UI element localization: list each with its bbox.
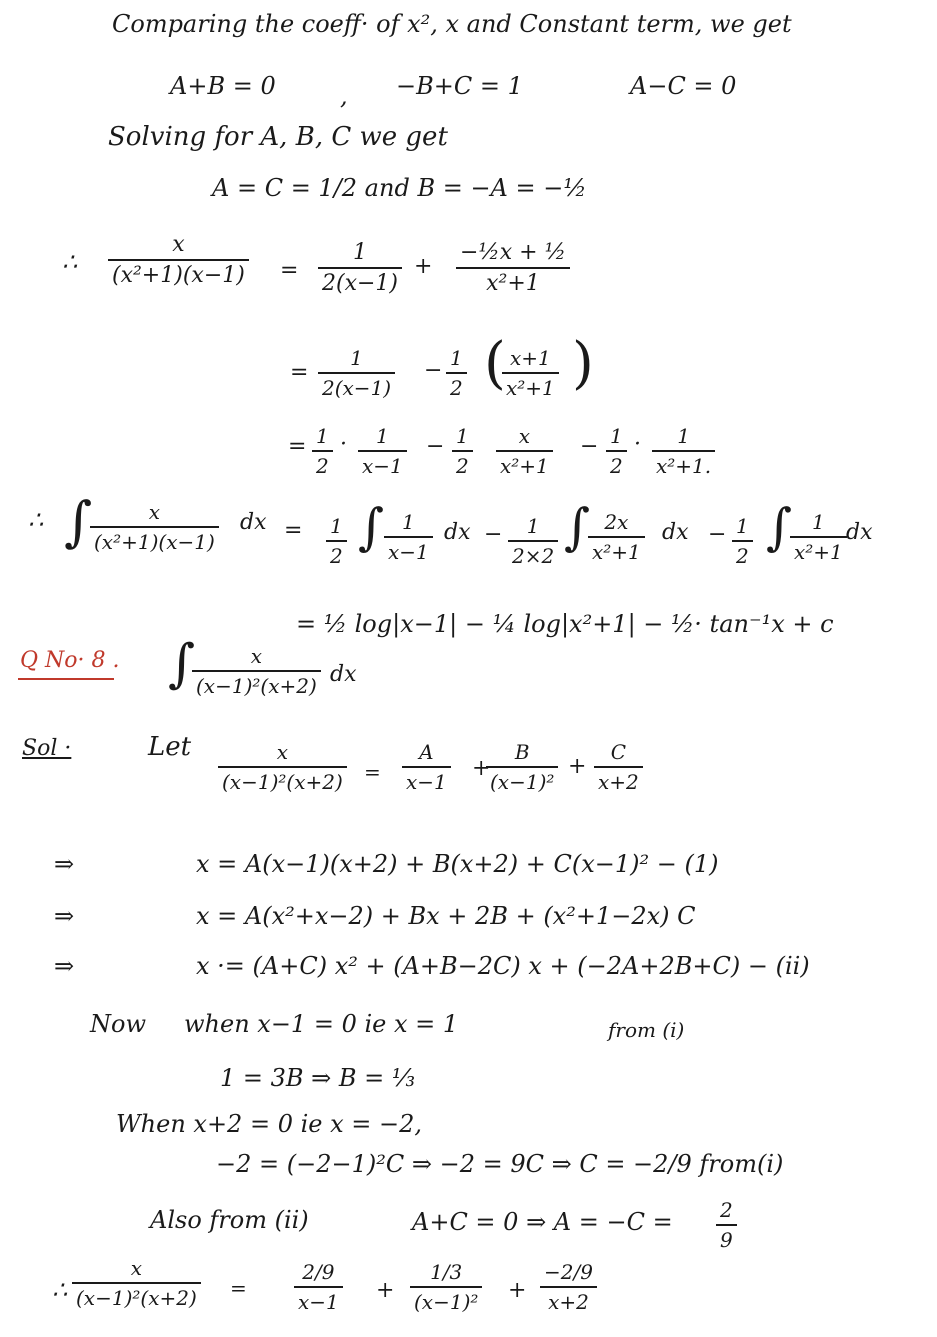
pf1-lhs [108, 232, 249, 288]
denominator: x²+1 [486, 271, 540, 296]
let-text: Let [148, 732, 192, 762]
pf4-c [594, 740, 643, 794]
equals: = [288, 434, 307, 459]
implies-arrow: ⇒ [54, 850, 75, 878]
numerator: x [172, 232, 185, 257]
numerator: 1 [812, 510, 825, 534]
int1-integrand [90, 500, 219, 554]
minus: − [484, 522, 503, 547]
plus: + [414, 254, 433, 279]
solution-abc: A = C = 1/2 and B = −A = −½ [212, 174, 587, 202]
numerator: x [148, 500, 161, 524]
denominator: x²+1 [500, 454, 549, 478]
minus: − [426, 434, 445, 459]
int1-i3 [790, 510, 847, 564]
numerator: x [518, 424, 531, 448]
pf3-c3 [606, 424, 627, 478]
equals: = [280, 258, 299, 283]
paren-close: ) [572, 331, 594, 396]
solution-label: Sol · [22, 736, 72, 761]
dot: · [340, 432, 347, 457]
paren-open: ( [484, 331, 506, 396]
pf3-f3 [652, 424, 715, 478]
pf1-term1 [318, 240, 402, 296]
numerator: 1 [450, 346, 463, 370]
a-value-fraction [716, 1198, 737, 1252]
final-lhs [72, 1256, 201, 1310]
numerator: 1 [350, 346, 363, 370]
integral-sign: ∫ [168, 634, 196, 694]
dx: dx [330, 662, 357, 687]
denominator: 2×2 [512, 544, 555, 568]
pf2-coeff [446, 346, 467, 400]
dx: dx [846, 520, 873, 545]
numerator: 1/3 [430, 1260, 463, 1284]
pf2-paren-frac [502, 346, 559, 400]
also-from-ii: Also from (ii) [150, 1206, 309, 1234]
denominator: (x²+1)(x−1) [94, 530, 215, 554]
numerator: B [514, 740, 530, 764]
numerator: −2/9 [544, 1260, 593, 1284]
pf2-term1 [318, 346, 395, 400]
equals: = [290, 360, 309, 385]
solving-text: Solving for A, B, C we get [108, 122, 448, 152]
implication-3: x ·= (A+C) x² + (A+B−2C) x + (−2A+2B+C) − (ii) [196, 952, 810, 980]
denominator: x−1 [298, 1290, 339, 1314]
numerator: x [130, 1256, 143, 1280]
denominator: 2 [456, 454, 469, 478]
integral-result: = ½ log|x−1| − ¼ log|x²+1| − ½· tan⁻¹x + c [296, 610, 834, 638]
denominator: 2 [316, 454, 329, 478]
int1-c2 [508, 514, 558, 568]
denominator: x+2 [548, 1290, 589, 1314]
q8-integrand [192, 644, 321, 698]
plus: + [508, 1278, 527, 1303]
now-text: Now [90, 1010, 146, 1038]
comma: , [340, 82, 348, 110]
numerator: 2x [604, 510, 629, 534]
a-value: A+C = 0 ⇒ A = −C = [412, 1208, 673, 1236]
numerator: 1 [526, 514, 540, 538]
denominator: x−1 [406, 770, 447, 794]
numerator: 1 [353, 240, 367, 265]
denominator: x²+1. [656, 454, 712, 478]
int1-c1 [326, 514, 347, 568]
plus: + [568, 754, 587, 779]
numerator: 2/9 [302, 1260, 335, 1284]
equals: = [230, 1276, 247, 1300]
dx: dx [240, 510, 267, 535]
denominator: 2(x−1) [322, 271, 399, 296]
dx: dx [662, 520, 689, 545]
numerator: C [610, 740, 627, 764]
denominator: 2(x−1) [322, 376, 392, 400]
denominator: (x−1)²(x+2) [196, 674, 317, 698]
denominator: 2 [450, 376, 463, 400]
dot: · [634, 432, 641, 457]
int1-i1 [384, 510, 433, 564]
denominator: (x²+1)(x−1) [112, 263, 245, 288]
denominator: x−1 [388, 540, 429, 564]
question-number: Q No· 8 . [20, 648, 120, 673]
therefore-symbol: ∴ [62, 248, 78, 276]
numerator: 1 [330, 514, 343, 538]
denominator: 2 [330, 544, 343, 568]
numerator: 1 [316, 424, 329, 448]
numerator: 1 [610, 424, 623, 448]
final-a [294, 1260, 343, 1314]
when-x-equals-1: when x−1 = 0 ie x = 1 [184, 1010, 459, 1038]
equation-b-c: −B+C = 1 [396, 72, 523, 100]
numerator: x+1 [510, 346, 551, 370]
equation-a-plus-b: A+B = 0 [170, 72, 276, 100]
denominator: x²+1 [506, 376, 555, 400]
integral-sign: ∫ [766, 498, 793, 556]
pf3-f2 [496, 424, 553, 478]
denominator: (x−1)² [414, 1290, 479, 1314]
question-underline [18, 678, 114, 680]
numerator: x [276, 740, 289, 764]
final-c [540, 1260, 597, 1314]
int1-i2 [588, 510, 645, 564]
denominator: x²+1 [592, 540, 641, 564]
dx: dx [444, 520, 471, 545]
integral-sign: ∫ [64, 490, 93, 553]
integral-sign: ∫ [358, 498, 385, 556]
numerator: 1 [402, 510, 415, 534]
int1-c3 [732, 514, 753, 568]
equals: = [284, 518, 303, 543]
numerator: 1 [376, 424, 389, 448]
equation-a-minus-c: A−C = 0 [630, 72, 737, 100]
minus: − [580, 434, 599, 459]
when-x-equals-minus-2: When x+2 = 0 ie x = −2, [116, 1110, 423, 1138]
denominator: 2 [736, 544, 749, 568]
denominator: (x−1)²(x+2) [76, 1286, 197, 1310]
numerator: 1 [736, 514, 749, 538]
pf3-c1 [312, 424, 333, 478]
pf3-c2 [452, 424, 473, 478]
numerator: 1 [456, 424, 469, 448]
b-value: 1 = 3B ⇒ B = ⅓ [220, 1064, 416, 1092]
final-b [410, 1260, 482, 1314]
numerator: −½x + ½ [460, 240, 566, 265]
pf4-b [486, 740, 558, 794]
therefore-symbol: ∴ [28, 506, 44, 534]
pf4-a [402, 740, 451, 794]
denominator: (x−1)²(x+2) [222, 770, 343, 794]
pf3-f1 [358, 424, 407, 478]
pf1-term2 [456, 240, 570, 296]
numerator: 2 [720, 1198, 733, 1222]
denominator: x+2 [598, 770, 639, 794]
minus: − [424, 358, 443, 383]
denominator: x²+1 [794, 540, 843, 564]
denominator: 9 [720, 1228, 733, 1252]
therefore-symbol: ∴ [52, 1276, 68, 1304]
denominator: (x−1)² [490, 770, 555, 794]
numerator: A [419, 740, 434, 764]
implication-1: x = A(x−1)(x+2) + B(x+2) + C(x−1)² − (1) [196, 850, 719, 878]
plus: + [376, 1278, 395, 1303]
minus: − [708, 522, 727, 547]
integral-sign: ∫ [564, 498, 591, 556]
pf4-lhs [218, 740, 347, 794]
denominator: 2 [610, 454, 623, 478]
numerator: 1 [677, 424, 690, 448]
c-value: −2 = (−2−1)²C ⇒ −2 = 9C ⇒ C = −2/9 from(i) [216, 1150, 784, 1178]
equals: = [364, 760, 381, 784]
numerator: x [250, 644, 263, 668]
implies-arrow: ⇒ [54, 902, 75, 930]
from-eq-1: from (i) [608, 1018, 685, 1042]
plus: + [472, 756, 491, 781]
implies-arrow: ⇒ [54, 952, 75, 980]
denominator: x−1 [362, 454, 403, 478]
comparing-coefficients-text: Comparing the coeff· of x², x and Constant term, we get [112, 10, 792, 38]
implication-2: x = A(x²+x−2) + Bx + 2B + (x²+1−2x) C [196, 902, 696, 930]
